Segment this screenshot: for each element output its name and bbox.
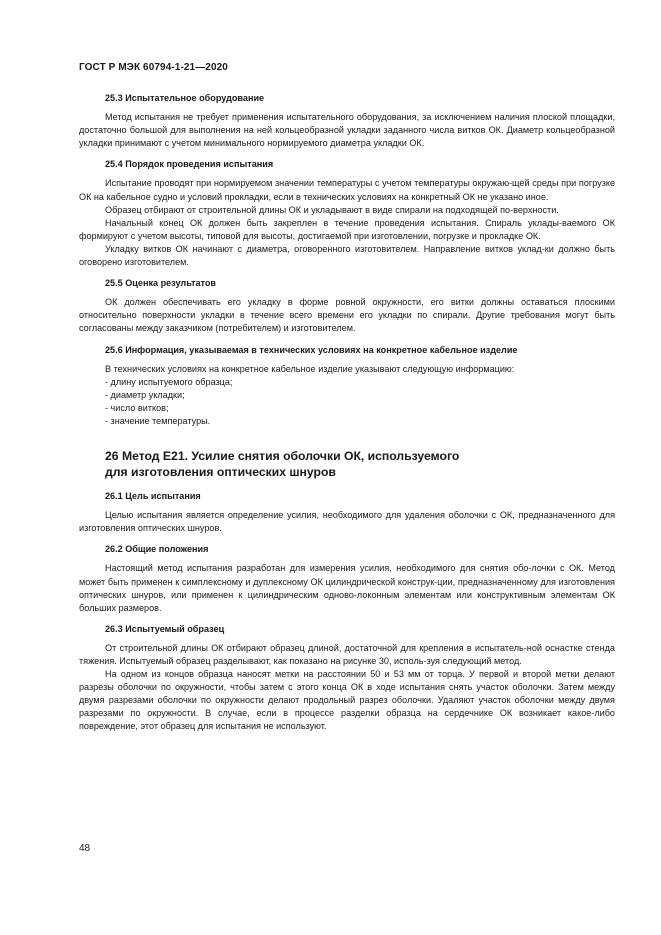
list-item: - длину испытуемого образца;: [105, 376, 233, 387]
paragraph: На одном из концов образца наносят метки на расстоянии 50 и 53 мм от торца. У первой и второй метки делают разрезы оболочки по окружности, чтобы затем с этого конца ОК в ходе испытания снять участок оболочки. Затем между двумя разрезами оболочки по окружности делают продольный разрез оболочки. Удаляют участок оболочки между двумя разрезами по окружности. В случае, если в процессе разделки образца на сердечнике ОК возникает какое-либо повреждение, этот образец для испытания не используют.: [79, 669, 615, 732]
section-25-6: [79, 344, 615, 429]
document-body: [79, 92, 615, 742]
method-heading: [79, 448, 615, 480]
paragraph: Укладку витков ОК начинают с диаметра, оговоренного изготовителем. Направление витков уклад-ки должно быть оговорено изготовителем.: [79, 243, 615, 268]
page-number: 48: [79, 843, 91, 854]
list-item: - диаметр укладки;: [105, 389, 185, 400]
section-26-1: [79, 490, 615, 535]
requirements-list: [79, 376, 615, 428]
paragraph: Испытание проводят при нормируемом значении температуры с учетом температуры окружаю-щей среды при погрузке ОК на кабельное судно и условий прокладки, если в технических условиях на конкретный ОК не указано иное.: [79, 178, 615, 202]
section-heading: 26.1 Цель испытания: [105, 491, 201, 502]
section-26-2: [79, 543, 615, 614]
section-heading: 26.3 Испытуемый образец: [105, 623, 225, 634]
section-heading: 25.6 Информация, указываемая в технических условиях на конкретное кабельное изделие: [105, 344, 518, 355]
paragraph: ОК должен обеспечивать его укладку в форме ровной окружности, его витки должны оставаться плоскими относительно поверхности укладки в течение всего времени его укладки по спирали. Другие требования могут быть согласованы между заказчиком (потребителем) и изготовителем.: [79, 297, 615, 334]
section-25-4: [79, 158, 615, 269]
section-heading: 25.5 Оценка результатов: [105, 278, 216, 289]
paragraph: Метод испытания не требует применения испытательного оборудования, за исключением наличия плоской площадки, достаточно большой для выполнения на ней кольцеобразной укладки заданного числа витков ОК. Диаметр кольцеобразной укладки принимают с учетом минимального нормируемого диаметра укладки ОК.: [79, 112, 615, 149]
list-item: - число витков;: [105, 402, 169, 413]
section-25-3: [79, 92, 615, 150]
section-heading: 26.2 Общие положения: [105, 544, 209, 555]
paragraph: Целью испытания является определение усилия, необходимого для удаления оболочки с ОК, предназначенного для изготовления оптических шнуров.: [79, 510, 615, 534]
paragraph: Образец отбирают от строительной длины ОК и укладывают в виде спирали на подходящей по-верхности.: [105, 204, 559, 215]
paragraph: Настоящий метод испытания разработан для измерения усилия, необходимого для снятия обо-лочки с ОК. Метод может быть применен к симплексному и дуплексному ОК цилиндрической конструк-ции, предназначенному для изготовления оптических шнуров, или применен к цилиндрическим одново-локонным элементам или конструктивным элементам ОК больших размеров.: [79, 563, 615, 613]
section-25-5: [79, 277, 615, 335]
document-header: ГОСТ Р МЭК 60794-1-21—2020: [79, 62, 228, 73]
paragraph: В технических условиях на конкретное кабельное изделие указывают следующую информацию:: [105, 363, 515, 374]
list-item: - значение температуры.: [105, 415, 211, 426]
paragraph: Начальный конец ОК должен быть закреплен в течение проведения испытания. Спираль уклады-ваемого ОК формируют с учетом высоты, типовой для высоты, достигаемой при изготовлении, погрузке и прокладке ОК.: [79, 217, 615, 241]
method-heading-line2: для изготовления оптических шнуров: [105, 465, 336, 480]
section-heading: 25.3 Испытательное оборудование: [105, 93, 265, 103]
section-heading: 25.4 Порядок проведения испытания: [105, 159, 274, 170]
method-heading-line1: 26 Метод Е21. Усилие снятия оболочки ОК, используемого: [105, 449, 460, 464]
section-26-3: [79, 623, 615, 734]
paragraph: От строительной длины ОК отбирают образец длиной, достаточной для крепления в испытатель-ной оснастке стенда тяжения. Испытуемый образец разделывают, как показано на рисунке 30, исполь-зуя следующий метод.: [79, 642, 615, 666]
